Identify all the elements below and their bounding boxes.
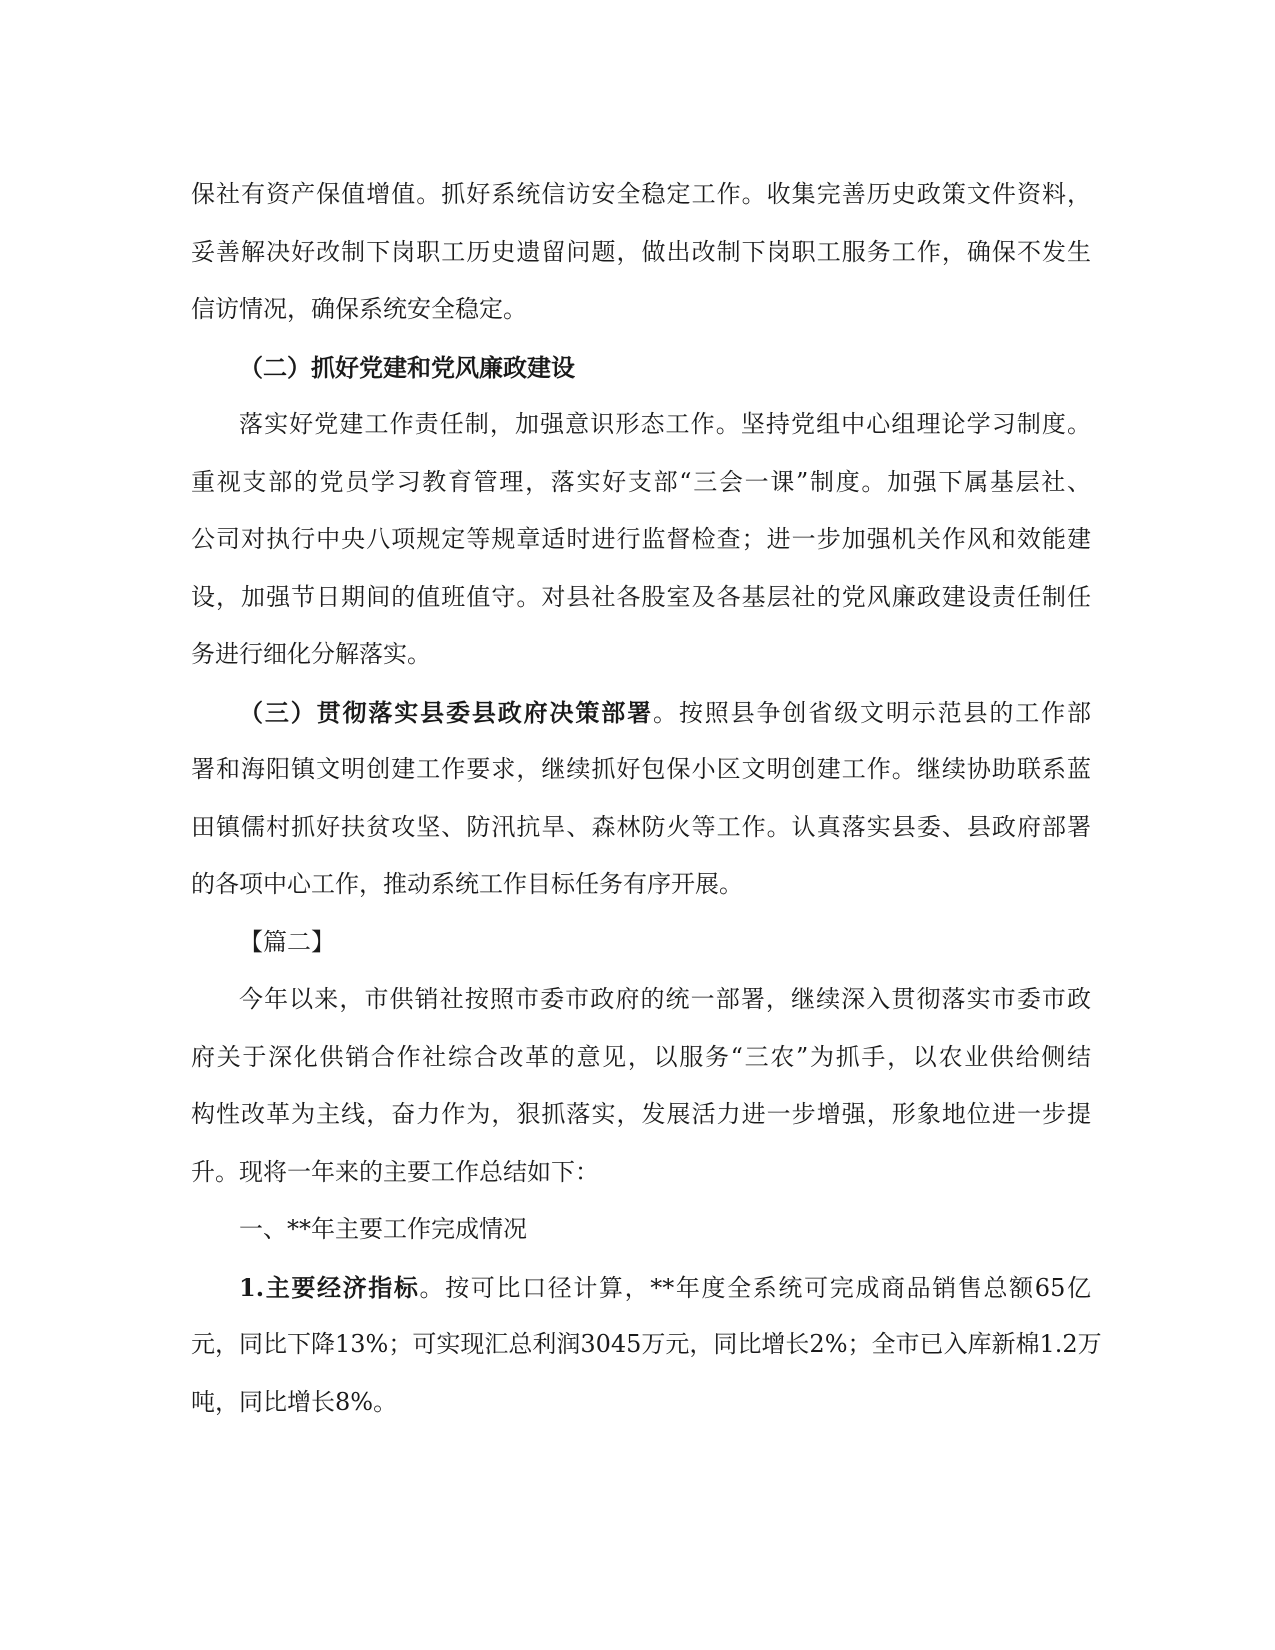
paragraph-text: 。按照县争创省级文明示范县的工作部 xyxy=(653,698,1091,727)
paragraph-line: 保社有资产保值增值。抓好系统信访安全稳定工作。收集完善历史政策文件资料， xyxy=(191,180,1091,208)
paragraph-line: 署和海阳镇文明创建工作要求，继续抓好包保小区文明创建工作。继续协助联系蓝 xyxy=(191,755,1091,783)
paragraph-line: 元，同比下降13%；可实现汇总利润3045万元，同比增长2%；全市已入库新棉1.2万 xyxy=(191,1330,1102,1358)
article-label: 【篇二】 xyxy=(239,927,335,956)
paragraph-line: 重视支部的党员学习教育管理，落实好支部“三会一课”制度。加强下属基层社、 xyxy=(191,467,1091,496)
paragraph-line: 妥善解决好改制下岗职工历史遗留问题，做出改制下岗职工服务工作，确保不发生 xyxy=(191,237,1091,266)
paragraph-line xyxy=(191,1259,1091,1317)
document-body xyxy=(191,166,1102,1431)
paragraph-line: 的各项中心工作，推动系统工作目标任务有序开展。 xyxy=(191,870,743,898)
paragraph-line: 公司对执行中央八项规定等规章适时进行监督检查；进一步加强机关作风和效能建 xyxy=(191,525,1091,553)
paragraph-line: 信访情况，确保系统安全稳定。 xyxy=(191,295,527,323)
paragraph-line: 构性改革为主线，奋力作为，狠抓落实，发展活力进一步增强，形象地位进一步提 xyxy=(191,1100,1091,1128)
paragraph-line: 今年以来，市供销社按照市委市政府的统一部署，继续深入贯彻落实市委市政 xyxy=(239,985,1091,1013)
paragraph-line xyxy=(191,684,1091,742)
paragraph-line: 务进行细化分解落实。 xyxy=(191,640,431,668)
paragraph-line: 落实好党建工作责任制，加强意识形态工作。坚持党组中心组理论学习制度。 xyxy=(239,410,1091,438)
section-heading: 一、**年主要工作完成情况 xyxy=(239,1215,527,1243)
paragraph-text: 。按可比口径计算，**年度全系统可完成商品销售总额65亿 xyxy=(419,1273,1091,1302)
section-heading: （二）抓好党建和党风廉政建设 xyxy=(239,352,575,382)
paragraph-line: 吨，同比增长8%。 xyxy=(191,1387,398,1416)
paragraph-line: 田镇儒村抓好扶贫攻坚、防汛抗旱、森林防火等工作。认真落实县委、县政府部署 xyxy=(191,812,1091,841)
paragraph-line: 府关于深化供销合作社综合改革的意见，以服务“三农”为抓手，以农业供给侧结 xyxy=(191,1042,1091,1071)
section-heading: （三）贯彻落实县委县政府决策部署 xyxy=(239,697,653,727)
paragraph-line: 设，加强节日期间的值班值守。对县社各股室及各基层社的党风廉政建设责任制任 xyxy=(191,582,1091,611)
paragraph-line: 升。现将一年来的主要工作总结如下： xyxy=(191,1157,599,1186)
item-heading: 1.主要经济指标 xyxy=(239,1272,420,1302)
